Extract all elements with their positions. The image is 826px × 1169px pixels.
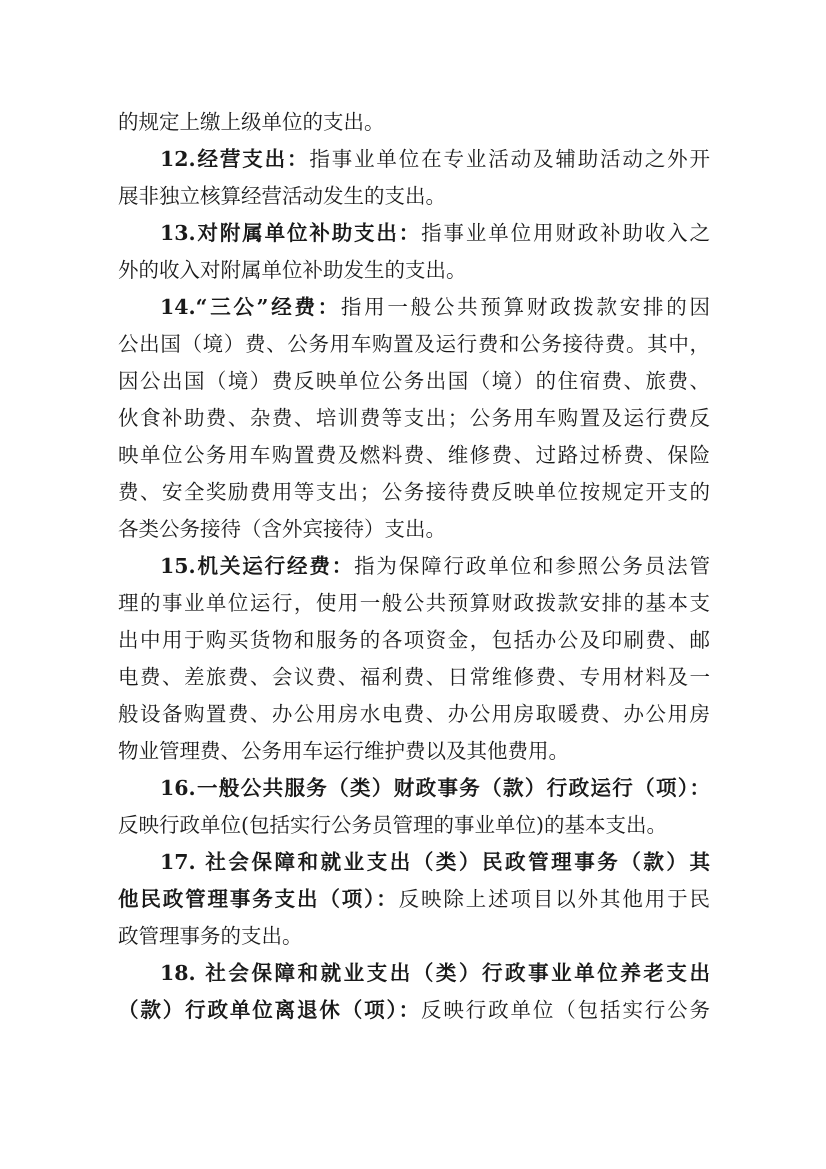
body-text: 理的事业单位运行，使用一般公共预算财政拨款安排的基本支	[118, 591, 710, 615]
body-text: 外的收入对附属单位补助发生的支出。	[118, 258, 467, 282]
paragraph-line	[160, 954, 710, 992]
term-heading: 15.机关运行经费：	[160, 554, 355, 578]
paragraph-line	[118, 177, 710, 215]
term-heading: （款）行政单位离退休（项）：	[118, 998, 421, 1022]
body-text: 物业管理费、公务用车运行维护费以及其他费用。	[118, 739, 569, 763]
paragraph-line	[118, 880, 710, 918]
body-text: 反映行政单位(包括实行公务员管理的事业单位)的基本支出。	[118, 813, 667, 837]
body-text: 伙食补助费、杂费、培训费等支出；公务用车购置及运行费反	[118, 406, 710, 430]
paragraph-line	[118, 399, 710, 437]
paragraph-line	[118, 473, 710, 511]
body-text: 展非独立核算经营活动发生的支出。	[118, 184, 446, 208]
paragraph-line	[118, 251, 710, 289]
paragraph-line	[160, 843, 710, 881]
term-heading: 16.一般公共服务（类）财政事务（款）行政运行（项）：	[160, 776, 710, 800]
paragraph-line	[118, 917, 710, 955]
paragraph-line	[160, 547, 710, 585]
body-text: 反映行政单位（包括实行公务	[421, 998, 710, 1022]
paragraph-line	[118, 436, 710, 474]
paragraph-line	[118, 695, 710, 733]
body-text: 指为保障行政单位和参照公务员法管	[354, 554, 710, 578]
body-text: 费、安全奖励费用等支出；公务接待费反映单位按规定开支的	[118, 480, 710, 504]
body-text: 的规定上缴上级单位的支出。	[118, 110, 385, 134]
paragraph-line	[118, 991, 710, 1029]
paragraph-line	[118, 806, 710, 844]
body-text: 反映除上述项目以外其他用于民	[398, 887, 710, 911]
paragraph-line	[118, 362, 710, 400]
term-heading: 14.“三公”经费：	[160, 295, 341, 319]
paragraph-line	[118, 732, 710, 770]
paragraph-line	[118, 510, 710, 548]
body-text: 般设备购置费、办公用房水电费、办公用房取暖费、办公用房	[118, 702, 710, 726]
body-text: 因公出国（境）费反映单位公务出国（境）的住宿费、旅费、	[118, 369, 710, 393]
term-heading: 12.经营支出：	[160, 147, 310, 171]
body-text: 指事业单位用财政补助收入之	[421, 221, 711, 245]
body-text: 出中用于购买货物和服务的各项资金，包括办公及印刷费、邮	[118, 628, 710, 652]
body-text: 公出国（境）费、公务用车购置及运行费和公务接待费。其中，	[118, 332, 710, 356]
paragraph-line	[118, 621, 710, 659]
body-text: 电费、差旅费、会议费、福利费、日常维修费、专用材料及一	[118, 665, 710, 689]
paragraph-line	[160, 769, 710, 807]
body-text: 政管理事务的支出。	[118, 924, 303, 948]
paragraph-line	[160, 288, 710, 326]
term-heading: 18. 社会保障和就业支出（类）行政事业单位养老支出	[160, 961, 710, 985]
term-heading: 17. 社会保障和就业支出（类）民政管理事务（款）其	[160, 850, 710, 874]
body-text: 各类公务接待（含外宾接待）支出。	[118, 517, 446, 541]
body-text: 映单位公务用车购置费及燃料费、维修费、过路过桥费、保险	[118, 443, 710, 467]
paragraph-line	[160, 140, 710, 178]
paragraph-line	[118, 103, 710, 141]
term-heading: 他民政管理事务支出（项）：	[118, 887, 399, 911]
paragraph-line	[118, 584, 710, 622]
paragraph-line	[160, 214, 710, 252]
term-heading: 13.对附属单位补助支出：	[160, 221, 422, 245]
body-text: 指事业单位在专业活动及辅助活动之外开	[309, 147, 710, 171]
paragraph-line	[118, 658, 710, 696]
body-text: 指用一般公共预算财政拨款安排的因	[340, 295, 711, 319]
paragraph-line	[118, 325, 710, 363]
